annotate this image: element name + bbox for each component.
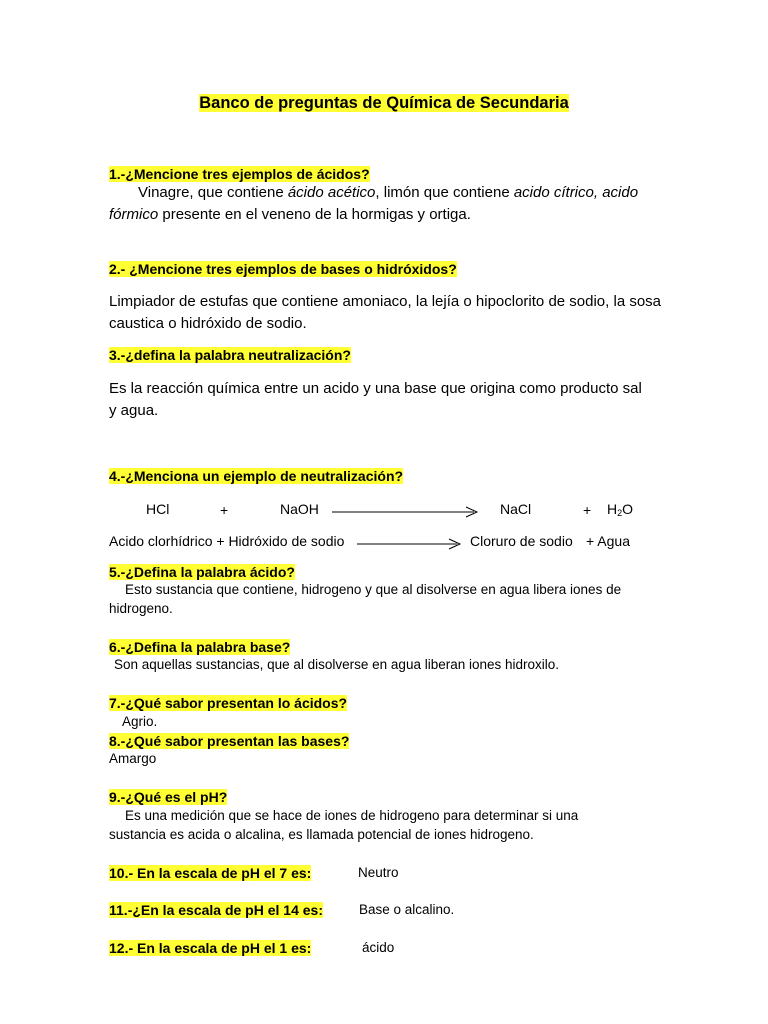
formula-plus-2: + xyxy=(583,502,592,518)
formula-product-1: NaCl xyxy=(500,501,532,517)
answer-1-part-3: presente en el veneno de la hormigas y ortiga. xyxy=(158,206,471,223)
answer-1-italic-2: acido cítrico, acido fórmico xyxy=(109,184,639,223)
question-7 xyxy=(109,695,347,712)
question-5-text: 5.-¿Defina la palabra ácido? xyxy=(109,564,295,580)
answer-1 xyxy=(109,182,669,226)
answer-8: Amargo xyxy=(109,751,157,766)
document-title xyxy=(0,93,768,113)
reaction-arrow-icon xyxy=(332,505,480,519)
formula-plus-1: + xyxy=(220,502,229,518)
answer-3: Es la reacción química entre un acido y una base que origina como producto sal y agua. xyxy=(109,380,642,419)
question-1 xyxy=(109,166,370,183)
question-8-text: 8.-¿Qué sabor presentan las bases? xyxy=(109,733,350,749)
question-6 xyxy=(109,639,290,656)
question-2 xyxy=(109,261,457,278)
question-6-text: 6.-¿Defina la palabra base? xyxy=(109,639,291,655)
names-arrow-icon xyxy=(357,537,463,551)
answer-1-italic-1: ácido acético xyxy=(287,184,376,201)
question-10 xyxy=(109,865,311,882)
question-11 xyxy=(109,902,323,919)
formula-product-2-subscript: 2 xyxy=(617,508,623,518)
question-12 xyxy=(109,940,311,957)
question-4 xyxy=(109,468,403,485)
names-reactants: Acido clorhídrico + Hidróxido de sodio xyxy=(109,533,345,549)
question-11-text: 11.-¿En la escala de pH el 14 es: xyxy=(109,902,323,918)
question-3 xyxy=(109,347,351,364)
question-2-text: 2.- ¿Mencione tres ejemplos de bases o hidróxidos? xyxy=(109,261,457,277)
question-4-text: 4.-¿Menciona un ejemplo de neutralización? xyxy=(109,468,404,484)
document-title-text: Banco de preguntas de Química de Secundaria xyxy=(199,94,569,112)
question-8 xyxy=(109,733,349,750)
question-5 xyxy=(109,564,295,581)
answer-1-part-1: Vinagre, que contiene xyxy=(138,184,288,201)
answer-6: Son aquellas sustancias, que al disolverse en agua liberan iones hidroxilo. xyxy=(114,657,560,672)
names-product-1: Cloruro de sodio xyxy=(470,533,573,549)
answer-12: ácido xyxy=(362,940,395,955)
answer-11: Base o alcalino. xyxy=(359,902,455,917)
question-10-text: 10.- En la escala de pH el 7 es: xyxy=(109,865,312,881)
answer-10: Neutro xyxy=(358,865,399,880)
answer-5: Esto sustancia que contiene, hidrogeno y que al disolverse en agua libera iones de hidrogeno. xyxy=(109,582,622,616)
names-product-2: + Agua xyxy=(586,533,630,549)
question-12-text: 12.- En la escala de pH el 1 es: xyxy=(109,940,312,956)
answer-7: Agrio. xyxy=(122,714,158,729)
question-7-text: 7.-¿Qué sabor presentan lo ácidos? xyxy=(109,695,348,711)
answer-1-part-2: , limón que contiene xyxy=(375,184,514,201)
question-1-text: 1.-¿Mencione tres ejemplos de ácidos? xyxy=(109,166,370,182)
answer-2: Limpiador de estufas que contiene amoniaco, la lejía o hipoclorito de sodio, la sosa caustica o hidróxido de sodio. xyxy=(109,293,662,332)
formula-reactant-2: NaOH xyxy=(280,501,319,517)
formula-product-2-base: H xyxy=(607,501,618,517)
question-9 xyxy=(109,789,227,806)
formula-reactant-1: HCl xyxy=(146,501,170,517)
answer-9: Es una medición que se hace de iones de hidrogeno para determinar si una sustancia es acida o alcalina, es llamada potencial de iones hidrogeno. xyxy=(109,808,579,842)
question-3-text: 3.-¿defina la palabra neutralización? xyxy=(109,347,351,363)
question-9-text: 9.-¿Qué es el pH? xyxy=(109,789,228,805)
formula-product-2 xyxy=(607,501,633,522)
formula-product-2-end: O xyxy=(622,501,634,517)
